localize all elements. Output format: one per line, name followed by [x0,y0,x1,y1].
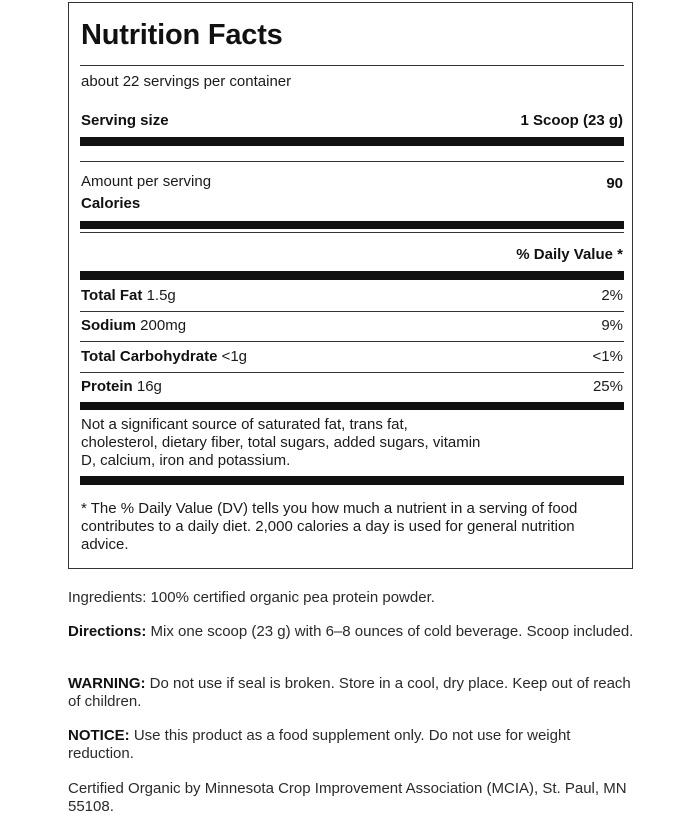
nutrient-dv: <1% [592,348,623,365]
thick-divider [80,137,624,146]
nutrient-row [81,378,162,395]
warning-label: WARNING: [68,675,146,692]
ingredients-text: Ingredients: 100% certified organic pea protein powder. [68,589,435,606]
directions-label: Directions: [68,623,147,640]
certification-text: Certified Organic by Minnesota Crop Improvement Association (MCIA), St. Paul, MN 55108. [68,780,627,815]
nutrient-amount: <1g [221,348,248,365]
nutrient-dv: 25% [592,378,623,395]
divider [80,372,624,373]
nutrient-row [81,287,176,304]
amount-per-serving: Amount per serving [81,173,212,190]
divider [80,311,624,312]
nutrient-row [81,317,186,334]
nutrient-name: Total Carbohydrate [81,348,218,365]
daily-value-footnote: * The % Daily Value (DV) tells you how much a nutrient in a serving of food contributes to a daily diet. 2,000 calories a day is used for general nutrition advice. [81,500,578,553]
calories-label: Calories [81,195,141,212]
nutrient-name: Sodium [81,317,136,334]
warning-body: Do not use if seal is broken. Store in a cool, dry place. Keep out of reach of children. [68,675,631,710]
directions-text [68,623,638,641]
not-significant-source-note: Not a significant source of saturated fat, trans fat, cholesterol, dietary fiber, total sugars, added sugars, vitamin D, calcium, iron and potassium. [81,416,481,469]
warning-text [68,675,638,711]
nutrient-amount: 200mg [140,317,187,334]
daily-value-header: % Daily Value * [516,246,623,263]
serving-size-value: 1 Scoop (23 g) [520,112,623,129]
nutrient-dv: 2% [601,287,623,304]
nutrient-name: Total Fat [81,287,143,304]
thick-divider [80,476,624,485]
nutrition-facts-panel [68,2,633,569]
thick-divider [80,221,624,229]
nutrient-dv: 9% [601,317,623,334]
divider [80,341,624,342]
nutrient-row [81,348,247,365]
calories-value: 90 [606,175,623,192]
serving-size-label: Serving size [81,112,169,129]
servings-per-container: about 22 servings per container [81,73,292,90]
nutrition-facts-title: Nutrition Facts [81,19,283,51]
thick-divider [80,402,624,410]
nutrient-name: Protein [81,378,133,395]
nutrient-amount: 1.5g [146,287,176,304]
directions-body: Mix one scoop (23 g) with 6–8 ounces of cold beverage. Scoop included. [146,623,634,640]
divider [80,232,624,233]
notice-text [68,727,638,763]
divider [80,65,624,66]
nutrient-amount: 16g [136,378,162,395]
thick-divider [80,271,624,280]
divider [80,161,624,162]
notice-body: Use this product as a food supplement only. Do not use for weight reduction. [68,727,571,762]
notice-label: NOTICE: [68,727,130,744]
